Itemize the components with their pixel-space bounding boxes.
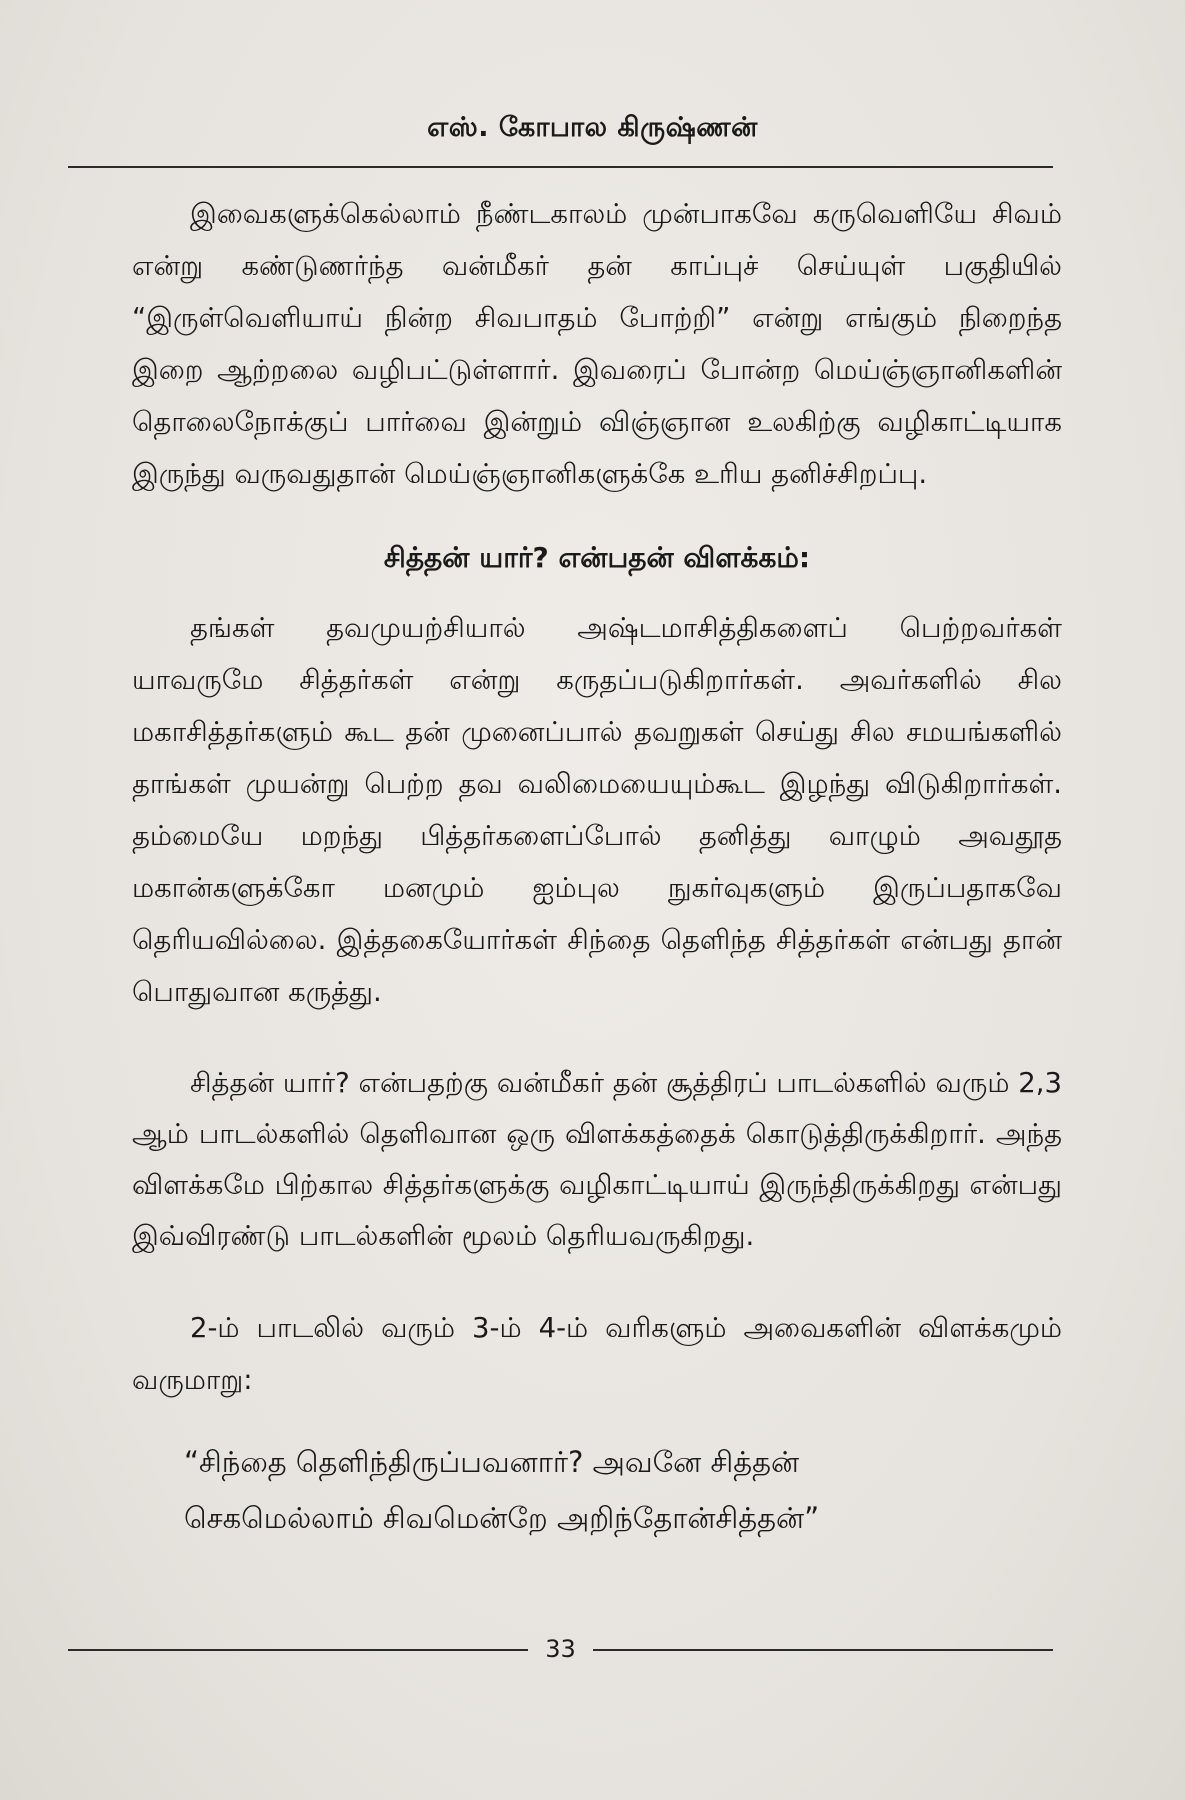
page-number: 33: [545, 1635, 576, 1663]
paragraph-3: சித்தன் யார்? என்பதற்கு வன்மீகர் தன் சூத்திரப் பாடல்களில் வரும் 2,3 ஆம் பாடல்களில் தெளிவான ஒரு விளக்கத்தைக் கொடுத்திருக்கிறார். அந்த விளக்கமே பிற்கால சித்தர்களுக்கு வழிகாட்டியாய் இருந்திருக்கிறது என்பது இவ்விரண்டு பாடல்களின் மூலம் தெரியவருகிறது.: [132, 1067, 1062, 1252]
verse-line-2: செகமெல்லாம் சிவமென்றே அறிந்தோன்சித்தன்”: [184, 1501, 820, 1535]
paragraph-2: தங்கள் தவமுயற்சியால் அஷ்டமாசித்திகளைப் பெற்றவர்கள் யாவருமே சித்தர்கள் என்று கருதப்படுகிறார்கள். அவர்களில் சில மகாசித்தர்களும் கூட தன் முனைப்பால் தவறுகள் செய்து சில சமயங்களில் தாங்கள் முயன்று பெற்ற தவ வலிமையையும்கூட இழந்து விடுகிறார்கள். தம்மையே மறந்து பித்தர்களைப்போல் தனித்து வாழும் அவதூத மகான்களுக்கோ மனமும் ஐம்புல நுகர்வுகளும் இருப்பதாகவே தெரியவில்லை. இத்தகையோர்கள் சிந்தை தெளிந்த சித்தர்கள் என்பது தான் பொதுவான கருத்து.: [132, 612, 1062, 1008]
page-body: [132, 188, 1062, 1546]
section-heading: சித்தன் யார்? என்பதன் விளக்கம்:: [383, 541, 811, 574]
verse-line-1: “சிந்தை தெளிந்திருப்பவனார்? அவனே சித்தன்: [184, 1445, 800, 1479]
paragraph-1: இவைகளுக்கெல்லாம் நீண்டகாலம் முன்பாகவே கருவெளியே சிவம் என்று கண்டுணர்ந்த வன்மீகர் தன் காப்புச் செய்யுள் பகுதியில் “இருள்வெளியாய் நின்ற சிவபாதம் போற்றி” என்று எங்கும் நிறைந்த இறை ஆற்றலை வழிபட்டுள்ளார். இவரைப் போன்ற மெய்ஞ்ஞானிகளின் தொலைநோக்குப் பார்வை இன்றும் விஞ்ஞான உலகிற்கு வழிகாட்டியாக இருந்து வருவதுதான் மெய்ஞ்ஞானிகளுக்கே உரிய தனிச்சிறப்பு.: [132, 198, 1062, 490]
verse-quote: [132, 1434, 1062, 1546]
running-header: எஸ். கோபால கிருஷ்ணன்: [427, 112, 758, 143]
header-rule: [68, 166, 1053, 168]
footer-rule-right: [593, 1649, 1053, 1651]
paragraph-4: 2-ம் பாடலில் வரும் 3-ம் 4-ம் வரிகளும் அவைகளின் விளக்கமும் வருமாறு:: [132, 1312, 1062, 1396]
page-footer: [68, 1632, 1053, 1668]
